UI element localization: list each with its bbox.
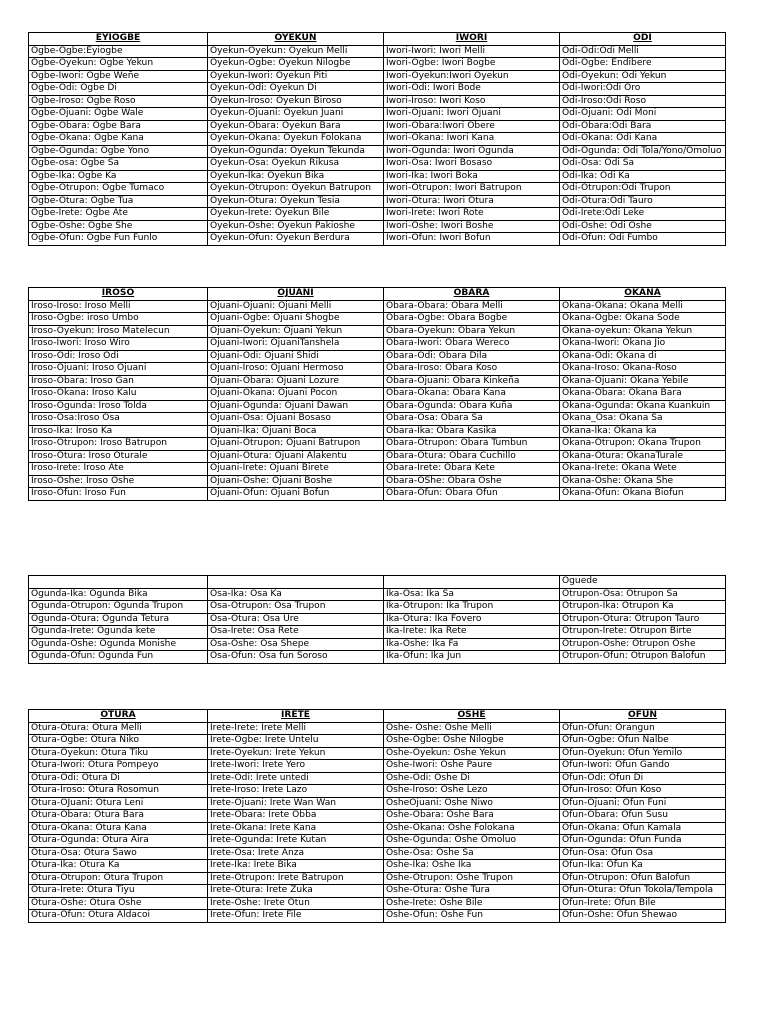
table-row bbox=[29, 313, 726, 326]
table-cell: Odi-Oshe: Odi Oshe bbox=[560, 220, 726, 233]
table-row bbox=[29, 58, 726, 71]
table-cell: Obara-Ika: Obara Kasika bbox=[384, 425, 560, 438]
table-cell: Oyekun-Otura: Oyekun Tesia bbox=[208, 195, 384, 208]
table-cell: Iroso-Ika: Iroso Ka bbox=[29, 425, 208, 438]
table-cell: Ofun-Iroso: Ofun Koso bbox=[560, 785, 726, 798]
column-header: OTURA bbox=[29, 710, 208, 723]
table-cell: Ofun-Irete: Ofun Bile bbox=[560, 897, 726, 910]
table-cell: Odi-Okana: Odi Kana bbox=[560, 133, 726, 146]
table-cell: Otura-Okana: Otura Kana bbox=[29, 822, 208, 835]
table-row bbox=[29, 463, 726, 476]
table-cell: Oshe-Obara: Oshe Bara bbox=[384, 810, 560, 823]
table-row bbox=[29, 83, 726, 96]
table-cell: Osa-Otrupon: Osa Trupon bbox=[208, 601, 384, 614]
table-cell: Otura-Ofun: Otura Aldacoi bbox=[29, 910, 208, 923]
table-cell: Ogbe-Oshe: Ogbe She bbox=[29, 220, 208, 233]
table-cell: Odi-Ogbe: Endibere bbox=[560, 58, 726, 71]
table-row bbox=[29, 195, 726, 208]
column-header: OYEKUN bbox=[208, 33, 384, 46]
table-cell: Otrupon-Ofun: Otrupon Balofun bbox=[560, 651, 726, 664]
table-cell: Oshe-Ogbe: Oshe Nilogbe bbox=[384, 735, 560, 748]
odu-table-2 bbox=[28, 287, 726, 501]
table-cell: Iwori-Odi: Iwori Bode bbox=[384, 83, 560, 96]
table-cell: Iwori-Oyekun:Iwori Oyekun bbox=[384, 70, 560, 83]
table-row bbox=[29, 450, 726, 463]
table-cell: Ofun-Otrupon: Ofun Balofun bbox=[560, 872, 726, 885]
table-row bbox=[29, 722, 726, 735]
table-cell: Ojuani-Ojuani: Ojuani Melli bbox=[208, 300, 384, 313]
table-cell: Iroso-Iroso: Iroso Melli bbox=[29, 300, 208, 313]
table-cell: Iwori-Osa: Iwori Bosaso bbox=[384, 158, 560, 171]
table-cell: Ojuani-Odi: Ojuani Shidi bbox=[208, 350, 384, 363]
table-cell: Odi-Otura:Odi Tauro bbox=[560, 195, 726, 208]
table-cell: Otura-Oyekun: Otura Tiku bbox=[29, 747, 208, 760]
table-row bbox=[29, 413, 726, 426]
table-row bbox=[29, 425, 726, 438]
table-cell: Otrupon-Otura: Otrupon Tauro bbox=[560, 613, 726, 626]
table-cell: Otrupon-Oshe: Otrupon Oshe bbox=[560, 638, 726, 651]
table-cell: Otura-Irete: Otura Tiyu bbox=[29, 885, 208, 898]
table-cell: Odi-Iroso:Odi Roso bbox=[560, 95, 726, 108]
table-cell: Otura-Iroso: Otura Rosomun bbox=[29, 785, 208, 798]
table-cell: Iroso-Obara: Iroso Gan bbox=[29, 375, 208, 388]
column-header: OBARA bbox=[384, 288, 560, 301]
table-cell: Irete-Otrupon: Irete Batrupon bbox=[208, 872, 384, 885]
table-cell: Ojuani-Ika: Ojuani Boca bbox=[208, 425, 384, 438]
table-cell: Ojuani-Obara: Ojuani Lozure bbox=[208, 375, 384, 388]
table-row bbox=[29, 772, 726, 785]
table-cell: Oyekun-Iroso: Oyekun Biroso bbox=[208, 95, 384, 108]
table-cell: Obara-OShe: Obara Oshe bbox=[384, 475, 560, 488]
table-cell: Ofun-Ojuani: Ofun Funi bbox=[560, 797, 726, 810]
table-cell: Iroso-Otrupon: Iroso Batrupon bbox=[29, 438, 208, 451]
table-cell: Obara-Irete: Obara Kete bbox=[384, 463, 560, 476]
table-cell: Oyekun-Otrupon: Oyekun Batrupon bbox=[208, 183, 384, 196]
table-cell: Ofun-Oshe: Ofun Shewao bbox=[560, 910, 726, 923]
table-cell: Odi-Otrupon:Odi Trupon bbox=[560, 183, 726, 196]
table-cell: Odi-Osa: Odi Sa bbox=[560, 158, 726, 171]
table-row bbox=[29, 220, 726, 233]
table-cell: Iroso-Odi: Iroso Odi bbox=[29, 350, 208, 363]
table-cell: Irete-Ika: Irete Bika bbox=[208, 860, 384, 873]
table-cell: Iwori-Ofun: Iwori Bofun bbox=[384, 233, 560, 246]
table-cell: Ogunda-Irete: Ogunda kete bbox=[29, 626, 208, 639]
table-row bbox=[29, 613, 726, 626]
table-cell: Odi-Odi:Odi Melli bbox=[560, 45, 726, 58]
table-cell: Oshe-Otura: Oshe Tura bbox=[384, 885, 560, 898]
table-cell: Ogbe-osa: Ogbe Sa bbox=[29, 158, 208, 171]
table-cell bbox=[384, 576, 560, 589]
table-cell: Irete-Irete: Irete Melli bbox=[208, 722, 384, 735]
table-cell: Ojuani-Iroso: Ojuani Hermoso bbox=[208, 363, 384, 376]
table-cell: Ogunda-Ika: Ogunda Bika bbox=[29, 588, 208, 601]
table-cell: Osa-Otura: Osa Ure bbox=[208, 613, 384, 626]
table-cell: Ogbe-Ika: Ogbe Ka bbox=[29, 170, 208, 183]
table-cell: Ogbe-Odi: Ogbe Di bbox=[29, 83, 208, 96]
table-row bbox=[29, 638, 726, 651]
table-cell: Otura-Otura: Otura Melli bbox=[29, 722, 208, 735]
table-cell: Osa-Irete: Osa Rete bbox=[208, 626, 384, 639]
table-cell: Ogunda-Ofun: Ogunda Fun bbox=[29, 651, 208, 664]
table-cell: Ogbe-Obara: Ogbe Bara bbox=[29, 120, 208, 133]
table-row bbox=[29, 885, 726, 898]
table-cell: Otura-Otrupon: Otura Trupon bbox=[29, 872, 208, 885]
table-cell: Iwori-Otrupon: Iwori Batrupon bbox=[384, 183, 560, 196]
table-cell: Oshe-Oyekun: Oshe Yekun bbox=[384, 747, 560, 760]
table-cell: Iroso-Ofun: Iroso Fun bbox=[29, 488, 208, 501]
table-row bbox=[29, 375, 726, 388]
table-row bbox=[29, 300, 726, 313]
table-cell: Odi-Ika: Odi Ka bbox=[560, 170, 726, 183]
table-row bbox=[29, 145, 726, 158]
table-row bbox=[29, 872, 726, 885]
table-cell: Ofun-Ika: Ofun Ka bbox=[560, 860, 726, 873]
table-cell: Osa-Oshe: Osa Shepe bbox=[208, 638, 384, 651]
odu-table-3 bbox=[28, 575, 726, 664]
table-cell: Iroso-Ogunda: Iroso Tolda bbox=[29, 400, 208, 413]
table-cell: Okana_Osa: Okana Sa bbox=[560, 413, 726, 426]
table-cell: Ojuani-Ogunda: Ojuani Dawan bbox=[208, 400, 384, 413]
table-row bbox=[29, 810, 726, 823]
table-cell: Oyekun-Ojuani: Oyekun Juani bbox=[208, 108, 384, 121]
header-row bbox=[29, 288, 726, 301]
table-cell: Irete-Okana: Irete Kana bbox=[208, 822, 384, 835]
table-cell: Oyekun-Oshe: Oyekun Pakioshe bbox=[208, 220, 384, 233]
table-cell: Oshe-Ofun: Oshe Fun bbox=[384, 910, 560, 923]
table-row bbox=[29, 488, 726, 501]
table-cell: Obara-Osa: Obara Sa bbox=[384, 413, 560, 426]
table-cell: Ogbe-Iwori: Ogbe Weñe bbox=[29, 70, 208, 83]
table-cell: Iwori-Ogbe: Iwori Bogbe bbox=[384, 58, 560, 71]
table-cell: Ojuani-Otura: Ojuani Alakentu bbox=[208, 450, 384, 463]
table-cell: Irete-Oyekun: Irete Yekun bbox=[208, 747, 384, 760]
table-cell: Ofun-Oyekun: Ofun Yemilo bbox=[560, 747, 726, 760]
table-cell: Ojuani-Oyekun: Ojuani Yekun bbox=[208, 325, 384, 338]
table-cell: Ogbe-Ofun: Ogbe Fun Funlo bbox=[29, 233, 208, 246]
table-cell: Ogbe-Oyekun: Ogbe Yekun bbox=[29, 58, 208, 71]
table-cell: Otura-Ogunda: Otura Aira bbox=[29, 835, 208, 848]
table-row bbox=[29, 158, 726, 171]
table-cell: Ofun-Otura: Ofun Tokola/Tempola bbox=[560, 885, 726, 898]
table-cell: Ofun-Osa: Ofun Osa bbox=[560, 847, 726, 860]
table-cell: Irete-Oshe: Irete Otun bbox=[208, 897, 384, 910]
table-cell: Obara-Iwori: Obara Wereco bbox=[384, 338, 560, 351]
table-cell: Irete-Ogbe: Irete Untelu bbox=[208, 735, 384, 748]
table-cell: Otura-Osa: Otura Sawo bbox=[29, 847, 208, 860]
table-row bbox=[29, 363, 726, 376]
table-row bbox=[29, 183, 726, 196]
table-cell: Iwori-Obara:Iwori Obere bbox=[384, 120, 560, 133]
table-row bbox=[29, 208, 726, 221]
table-cell: Okana-Ofun: Okana Biofun bbox=[560, 488, 726, 501]
table-cell: Iroso-Okana: Iroso Kalu bbox=[29, 388, 208, 401]
table-row bbox=[29, 325, 726, 338]
table-row bbox=[29, 626, 726, 639]
table-cell: Iwori-Ogunda: Iwori Ogunda bbox=[384, 145, 560, 158]
table-cell: Oshe-Okana: Oshe Folokana bbox=[384, 822, 560, 835]
table-cell: Ofun-Ogbe: Ofun Nalbe bbox=[560, 735, 726, 748]
table-cell: Okana-Ogunda: Okana Kuankuin bbox=[560, 400, 726, 413]
table-cell: Odi-Obara:Odi Bara bbox=[560, 120, 726, 133]
table-cell: Irete-Iwori: Irete Yero bbox=[208, 760, 384, 773]
table-cell: Iwori-Ika: Iwori Boka bbox=[384, 170, 560, 183]
table-cell: Iwori-Irete: Iwori Rote bbox=[384, 208, 560, 221]
table-row bbox=[29, 133, 726, 146]
table-cell: Oyekun-Iwori: Oyekun Piti bbox=[208, 70, 384, 83]
table-cell: Iwori-Iwori: Iwori Melli bbox=[384, 45, 560, 58]
table-cell: Ogbe-Ogbe:Eyiogbe bbox=[29, 45, 208, 58]
table-row bbox=[29, 170, 726, 183]
table-cell: Oyekun-Odi: Oyekun Di bbox=[208, 83, 384, 96]
table-row bbox=[29, 120, 726, 133]
table-cell: Ojuani-Ofun: Ojuani Bofun bbox=[208, 488, 384, 501]
table-cell: Ogbe-Iroso: Ogbe Roso bbox=[29, 95, 208, 108]
table-cell: Iroso-Ojuani: Iroso Ojuani bbox=[29, 363, 208, 376]
table-cell: Oshe-Ika: Oshe Ika bbox=[384, 860, 560, 873]
table-cell: Oshe- Oshe: Oshe Melli bbox=[384, 722, 560, 735]
table-row bbox=[29, 45, 726, 58]
table-cell: Irete-Odi: Irete untedi bbox=[208, 772, 384, 785]
table-cell: Otrupon-Irete: Otrupon Birte bbox=[560, 626, 726, 639]
table-cell: Otura-Ogbe: Otura Niko bbox=[29, 735, 208, 748]
table-row bbox=[29, 760, 726, 773]
table-cell: Ika-Oshe: Ika Fa bbox=[384, 638, 560, 651]
table-row bbox=[29, 388, 726, 401]
table-cell: Okana-Iwori: Okana Jio bbox=[560, 338, 726, 351]
table-cell: Ika-Ofun: Ika Jun bbox=[384, 651, 560, 664]
table-cell: Ogunda-Oshe: Ogunda Monishe bbox=[29, 638, 208, 651]
table-cell: Oyekun-Oyekun: Oyekun Melli bbox=[208, 45, 384, 58]
table-row bbox=[29, 588, 726, 601]
table-cell: Iroso-Osa:Iroso Osa bbox=[29, 413, 208, 426]
table-cell: Ofun-Ofun: Orangun bbox=[560, 722, 726, 735]
column-header: OKANA bbox=[560, 288, 726, 301]
table-cell: Obara-Obara: Obara Melli bbox=[384, 300, 560, 313]
table-row bbox=[29, 797, 726, 810]
table-cell: Oshe-Irete: Oshe Bile bbox=[384, 897, 560, 910]
column-header: OFUN bbox=[560, 710, 726, 723]
column-header: OJUANI bbox=[208, 288, 384, 301]
table-cell: Okana-Otura: OkanaTurale bbox=[560, 450, 726, 463]
table-cell: Oshe-Otrupon: Oshe Trupon bbox=[384, 872, 560, 885]
table-cell: OsheOjuani: Oshe Niwo bbox=[384, 797, 560, 810]
table-cell: Irete-Ojuani: Irete Wan Wan bbox=[208, 797, 384, 810]
table-cell: Otrupon-Ika: Otrupon Ka bbox=[560, 601, 726, 614]
table-cell: Obara-Iroso: Obara Koso bbox=[384, 363, 560, 376]
table-cell: Oshe-Ogunda: Oshe Omoluo bbox=[384, 835, 560, 848]
table-cell: Odi-Ojuani: Odi Moni bbox=[560, 108, 726, 121]
table-row bbox=[29, 651, 726, 664]
table-cell: Okana-Ojuani: Okana Yebile bbox=[560, 375, 726, 388]
table-cell: Iwori-Iroso: Iwori Koso bbox=[384, 95, 560, 108]
table-cell: Ogunda-Otura: Ogunda Tetura bbox=[29, 613, 208, 626]
table-cell: Ika-Otura: Ika Fovero bbox=[384, 613, 560, 626]
table-cell: Ika-Osa: Ika Sa bbox=[384, 588, 560, 601]
table-cell: Odi-Ofun: Odi Fumbo bbox=[560, 233, 726, 246]
odu-table-4 bbox=[28, 709, 726, 923]
table-cell: Ofun-Okana: Ofun Kamala bbox=[560, 822, 726, 835]
table-cell: Ojuani-Oshe: Ojuani Boshe bbox=[208, 475, 384, 488]
table-cell: Obara-Odi: Obara Dila bbox=[384, 350, 560, 363]
table-cell: Otura-Obara: Otura Bara bbox=[29, 810, 208, 823]
table-cell: Iwori-Oshe: Iwori Boshe bbox=[384, 220, 560, 233]
table-cell: Ogbe-Otura: Ogbe Tua bbox=[29, 195, 208, 208]
table-cell: Obara-Okana: Obara Kana bbox=[384, 388, 560, 401]
table-cell: Obara-Oyekun: Obara Yekun bbox=[384, 325, 560, 338]
table-cell: Otrupon-Osa: Otrupon Sa bbox=[560, 588, 726, 601]
table-cell: Obara-Otrupon: Obara Tumbun bbox=[384, 438, 560, 451]
table-row bbox=[29, 822, 726, 835]
table-cell: Oshe-Iwori: Oshe Paure bbox=[384, 760, 560, 773]
table-cell: Okana-Otrupon: Okana Trupon bbox=[560, 438, 726, 451]
table-row bbox=[29, 438, 726, 451]
table-cell: Oyekun-Ogunda: Oyekun Tekunda bbox=[208, 145, 384, 158]
table-cell: Ojuani-Otrupon: Ojuani Batrupon bbox=[208, 438, 384, 451]
table-cell: Okana-Iroso: Okana-Roso bbox=[560, 363, 726, 376]
table-cell: Irete-Obara: Irete Obba bbox=[208, 810, 384, 823]
column-header: OSHE bbox=[384, 710, 560, 723]
table-cell: Iroso-Ogbe: iroso Umbo bbox=[29, 313, 208, 326]
table-cell: Ojuani-Okana: Ojuani Pocon bbox=[208, 388, 384, 401]
table-cell: Okana-Okana: Okana Melli bbox=[560, 300, 726, 313]
table-cell: Irete-Ofun: Irete File bbox=[208, 910, 384, 923]
table-row bbox=[29, 747, 726, 760]
column-header: IROSO bbox=[29, 288, 208, 301]
table-cell: Ofun-Ogunda: Ofun Funda bbox=[560, 835, 726, 848]
table-cell: Iroso-Oshe: Iroso Oshe bbox=[29, 475, 208, 488]
table-cell: Odi-Oyekun: Odi Yekun bbox=[560, 70, 726, 83]
table-cell: Okana-Irete: Okana Wete bbox=[560, 463, 726, 476]
table-cell: Obara-Otura: Obara Cuchillo bbox=[384, 450, 560, 463]
table-cell: Ogbe-Irete: Ogbe Ate bbox=[29, 208, 208, 221]
table-cell: Otura-Ika: Otura Ka bbox=[29, 860, 208, 873]
column-header: IRETE bbox=[208, 710, 384, 723]
table-row bbox=[29, 735, 726, 748]
table-cell: Oyekun-Okana: Oyekun Folokana bbox=[208, 133, 384, 146]
table-cell: Ogbe-Otrupon: Ogbe Tumaco bbox=[29, 183, 208, 196]
table-row bbox=[29, 338, 726, 351]
table-cell: Iroso-Iwori: Iroso Wiro bbox=[29, 338, 208, 351]
table-cell: Ika-Otrupon: Ika Trupon bbox=[384, 601, 560, 614]
table-cell: Oyekun-Osa: Oyekun Rikusa bbox=[208, 158, 384, 171]
table-cell: Irete-Iroso: Irete Lazo bbox=[208, 785, 384, 798]
table-cell: Okana-Ika: Okana ka bbox=[560, 425, 726, 438]
table-cell bbox=[29, 576, 208, 589]
table-cell: Okana-Oshe: Okana She bbox=[560, 475, 726, 488]
table-row bbox=[29, 897, 726, 910]
table-row bbox=[29, 233, 726, 246]
table-cell: Irete-Ogunda: Irete Kutan bbox=[208, 835, 384, 848]
odu-table-1 bbox=[28, 32, 726, 246]
table-row bbox=[29, 847, 726, 860]
table-cell: Irete-Otura: Irete Zuka bbox=[208, 885, 384, 898]
table-cell: Ogbe-Okana: Ogbe Kana bbox=[29, 133, 208, 146]
table-row bbox=[29, 910, 726, 923]
table-row bbox=[29, 475, 726, 488]
table-cell: Otura-Odi: Otura Di bbox=[29, 772, 208, 785]
table-cell: Otura-Oshe: Otura Oshe bbox=[29, 897, 208, 910]
table-cell: Otura-OJuani: Otura Leni bbox=[29, 797, 208, 810]
table-cell: Ojuani-Irete: Ojuani Birete bbox=[208, 463, 384, 476]
table-cell: Okana-Ogbe: Okana Sode bbox=[560, 313, 726, 326]
table-cell: Iroso-Irete: Iroso Ate bbox=[29, 463, 208, 476]
table-cell bbox=[208, 576, 384, 589]
table-cell: Oyekun-Obara: Oyekun Bara bbox=[208, 120, 384, 133]
column-header: IWORI bbox=[384, 33, 560, 46]
table-cell: Ika-Irete: Ika Rete bbox=[384, 626, 560, 639]
table-cell: Odi-Iwori:Odi Oro bbox=[560, 83, 726, 96]
table-cell: Oyekun-Ika: Oyekun Bika bbox=[208, 170, 384, 183]
table-cell: Oshe-Odi: Oshe Di bbox=[384, 772, 560, 785]
table-cell: Ojuani-Ogbe: Ojuani Shogbe bbox=[208, 313, 384, 326]
table-row bbox=[29, 860, 726, 873]
table-cell: Osa-Ika: Osa Ka bbox=[208, 588, 384, 601]
table-cell: Oyekun-Ofun: Oyekun Berdura bbox=[208, 233, 384, 246]
table-cell: Ogbe-Ogunda: Ogbe Yono bbox=[29, 145, 208, 158]
table-row bbox=[29, 835, 726, 848]
table-cell: Iroso-Otura: Iroso Oturale bbox=[29, 450, 208, 463]
table-row bbox=[29, 576, 726, 589]
table-row bbox=[29, 350, 726, 363]
table-cell: Obara-Ofun: Obara Ofun bbox=[384, 488, 560, 501]
table-cell: Odi-Irete:Odi Leke bbox=[560, 208, 726, 221]
table-cell: Okana-Obara: Okana Bara bbox=[560, 388, 726, 401]
table-cell: Oshe-Iroso: Oshe Lezo bbox=[384, 785, 560, 798]
table-cell: Ojuani-Iwori: OjuaniTanshela bbox=[208, 338, 384, 351]
table-row bbox=[29, 95, 726, 108]
column-header: EYIOGBE bbox=[29, 33, 208, 46]
table-row bbox=[29, 108, 726, 121]
table-cell: Oshe-Osa: Oshe Sa bbox=[384, 847, 560, 860]
table-cell: Obara-Ojuani: Obara Kinkeña bbox=[384, 375, 560, 388]
table-cell: Irete-Osa: Irete Anza bbox=[208, 847, 384, 860]
table-cell: Osa-Ofun: Osa fun Soroso bbox=[208, 651, 384, 664]
table-cell: Oguede bbox=[560, 576, 726, 589]
table-cell: Obara-Ogbe: Obara Bogbe bbox=[384, 313, 560, 326]
table-row bbox=[29, 400, 726, 413]
table-cell: Iwori-Okana: Iwori Kana bbox=[384, 133, 560, 146]
column-header: ODI bbox=[560, 33, 726, 46]
table-cell: Okana-oyekun: Okana Yekun bbox=[560, 325, 726, 338]
table-cell: Ogbe-Ojuani: Ogbe Wale bbox=[29, 108, 208, 121]
table-cell: Ogunda-Otrupon: Ogunda Trupon bbox=[29, 601, 208, 614]
table-cell: Okana-Odi: Okana di bbox=[560, 350, 726, 363]
table-row bbox=[29, 785, 726, 798]
table-cell: Iwori-Ojuani: Iwori Ojuani bbox=[384, 108, 560, 121]
table-cell: Otura-Iwori: Otura Pompeyo bbox=[29, 760, 208, 773]
table-cell: Ofun-Iwori: Ofun Gando bbox=[560, 760, 726, 773]
table-cell: Iwori-Otura: Iwori Otura bbox=[384, 195, 560, 208]
table-row bbox=[29, 70, 726, 83]
table-cell: Iroso-Oyekun: Iroso Matelecun bbox=[29, 325, 208, 338]
table-cell: Oyekun-Ogbe: Oyekun Nilogbe bbox=[208, 58, 384, 71]
table-cell: Ofun-Obara: Ofun Susu bbox=[560, 810, 726, 823]
table-cell: Obara-Ogunda: Obara Kuña bbox=[384, 400, 560, 413]
table-cell: Odi-Ogunda: Odi Tola/Yono/Omoluo bbox=[560, 145, 726, 158]
table-cell: Oyekun-Irete: Oyekun Bile bbox=[208, 208, 384, 221]
table-cell: Ofun-Odi: Ofun Di bbox=[560, 772, 726, 785]
header-row bbox=[29, 710, 726, 723]
table-cell: Ojuani-Osa: Ojuani Bosaso bbox=[208, 413, 384, 426]
table-row bbox=[29, 601, 726, 614]
header-row bbox=[29, 33, 726, 46]
